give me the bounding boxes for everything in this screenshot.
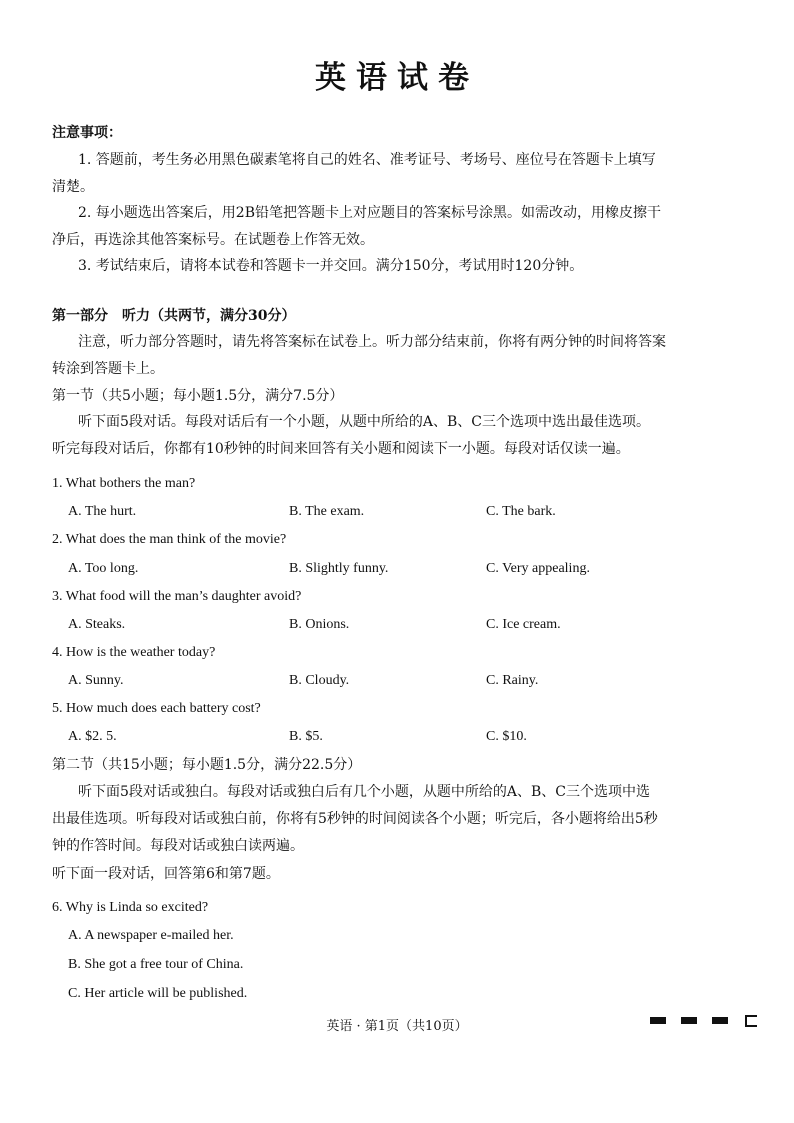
- section1-instruction-cont: 听完每段对话后，你都有10秒钟的时间来回答有关小题和阅读下一小题。每段对话仅读一遍。: [52, 441, 630, 457]
- part1-heading: 第一部分 听力（共两节，满分30分）: [52, 308, 296, 324]
- question-stem: 4. How is the weather today?: [52, 645, 216, 660]
- dialogue-instruction: 听下面一段对话，回答第6和第7题。: [52, 866, 280, 882]
- option-c: C. Her article will be published.: [68, 986, 248, 1001]
- option-a: A. Steaks.: [68, 617, 126, 632]
- option-b: B. $5.: [289, 729, 323, 744]
- option-b: B. Onions.: [289, 617, 350, 632]
- registration-mark: [650, 1017, 666, 1024]
- option-a: A. The hurt.: [68, 504, 137, 519]
- option-b: B. She got a free tour of China.: [68, 957, 244, 972]
- option-c: C. The bark.: [486, 504, 556, 519]
- option-c: C. Very appealing.: [486, 561, 590, 576]
- registration-mark: [712, 1017, 728, 1024]
- question-stem: 3. What food will the man’s daughter avoid?: [52, 589, 302, 604]
- section1-heading: 第一节（共5小题；每小题1.5分，满分7.5分）: [52, 388, 344, 404]
- exam-title: 英语试卷: [315, 60, 479, 96]
- option-a: A. A newspaper e-mailed her.: [68, 928, 234, 943]
- section2-instruction: 听下面5段对话或独白。每段对话或独白后有几个小题，从题中所给的A、B、C三个选项中选: [78, 784, 651, 800]
- section1-instruction: 听下面5段对话。每段对话后有一个小题，从题中所给的A、B、C三个选项中选出最佳选项。: [78, 414, 651, 430]
- option-b: B. Slightly funny.: [289, 561, 389, 576]
- option-b: B. Cloudy.: [289, 673, 350, 688]
- notice-heading: 注意事项：: [52, 125, 122, 141]
- option-c: C. Rainy.: [486, 673, 539, 688]
- option-a: A. Sunny.: [68, 673, 124, 688]
- notice-item-2-cont: 净后，再选涂其他答案标号。在试题卷上作答无效。: [52, 232, 374, 248]
- notice-item-2: 2. 每小题选出答案后，用2B铅笔把答题卡上对应题目的答案标号涂黑。如需改动，用橡皮擦干: [78, 205, 662, 221]
- section2-heading: 第二节（共15小题；每小题1.5分，满分22.5分）: [52, 757, 362, 773]
- option-c: C. Ice cream.: [486, 617, 561, 632]
- question-stem: 6. Why is Linda so excited?: [52, 900, 209, 915]
- section2-instruction-cont: 出最佳选项。听每段对话或独白前，你将有5秒钟的时间阅读各个小题；听完后，各小题将给出5秒: [52, 811, 658, 827]
- notice-item-3: 3. 考试结束后，请将本试卷和答题卡一并交回。满分150分，考试用时120分钟。: [78, 258, 584, 274]
- option-c: C. $10.: [486, 729, 527, 744]
- option-b: B. The exam.: [289, 504, 365, 519]
- question-stem: 1. What bothers the man?: [52, 476, 196, 491]
- notice-item-1: 1. 答题前，考生务必用黑色碳素笔将自己的姓名、准考证号、考场号、座位号在答题卡上填写: [78, 152, 656, 168]
- question-stem: 5. How much does each battery cost?: [52, 701, 261, 716]
- question-stem: 2. What does the man think of the movie?: [52, 532, 287, 547]
- corner-bracket-mark: [745, 1015, 757, 1027]
- page-footer: 英语 · 第1页（共10页）: [326, 1019, 468, 1034]
- option-a: A. Too long.: [68, 561, 139, 576]
- registration-mark: [681, 1017, 697, 1024]
- option-a: A. $2. 5.: [68, 729, 117, 744]
- part1-intro: 注意，听力部分答题时，请先将答案标在试卷上。听力部分结束前，你将有两分钟的时间将答案: [78, 334, 666, 350]
- section2-instruction-cont2: 钟的作答时间。每段对话或独白读两遍。: [52, 838, 304, 854]
- part1-intro-cont: 转涂到答题卡上。: [52, 361, 164, 377]
- notice-item-1-cont: 清楚。: [52, 179, 94, 195]
